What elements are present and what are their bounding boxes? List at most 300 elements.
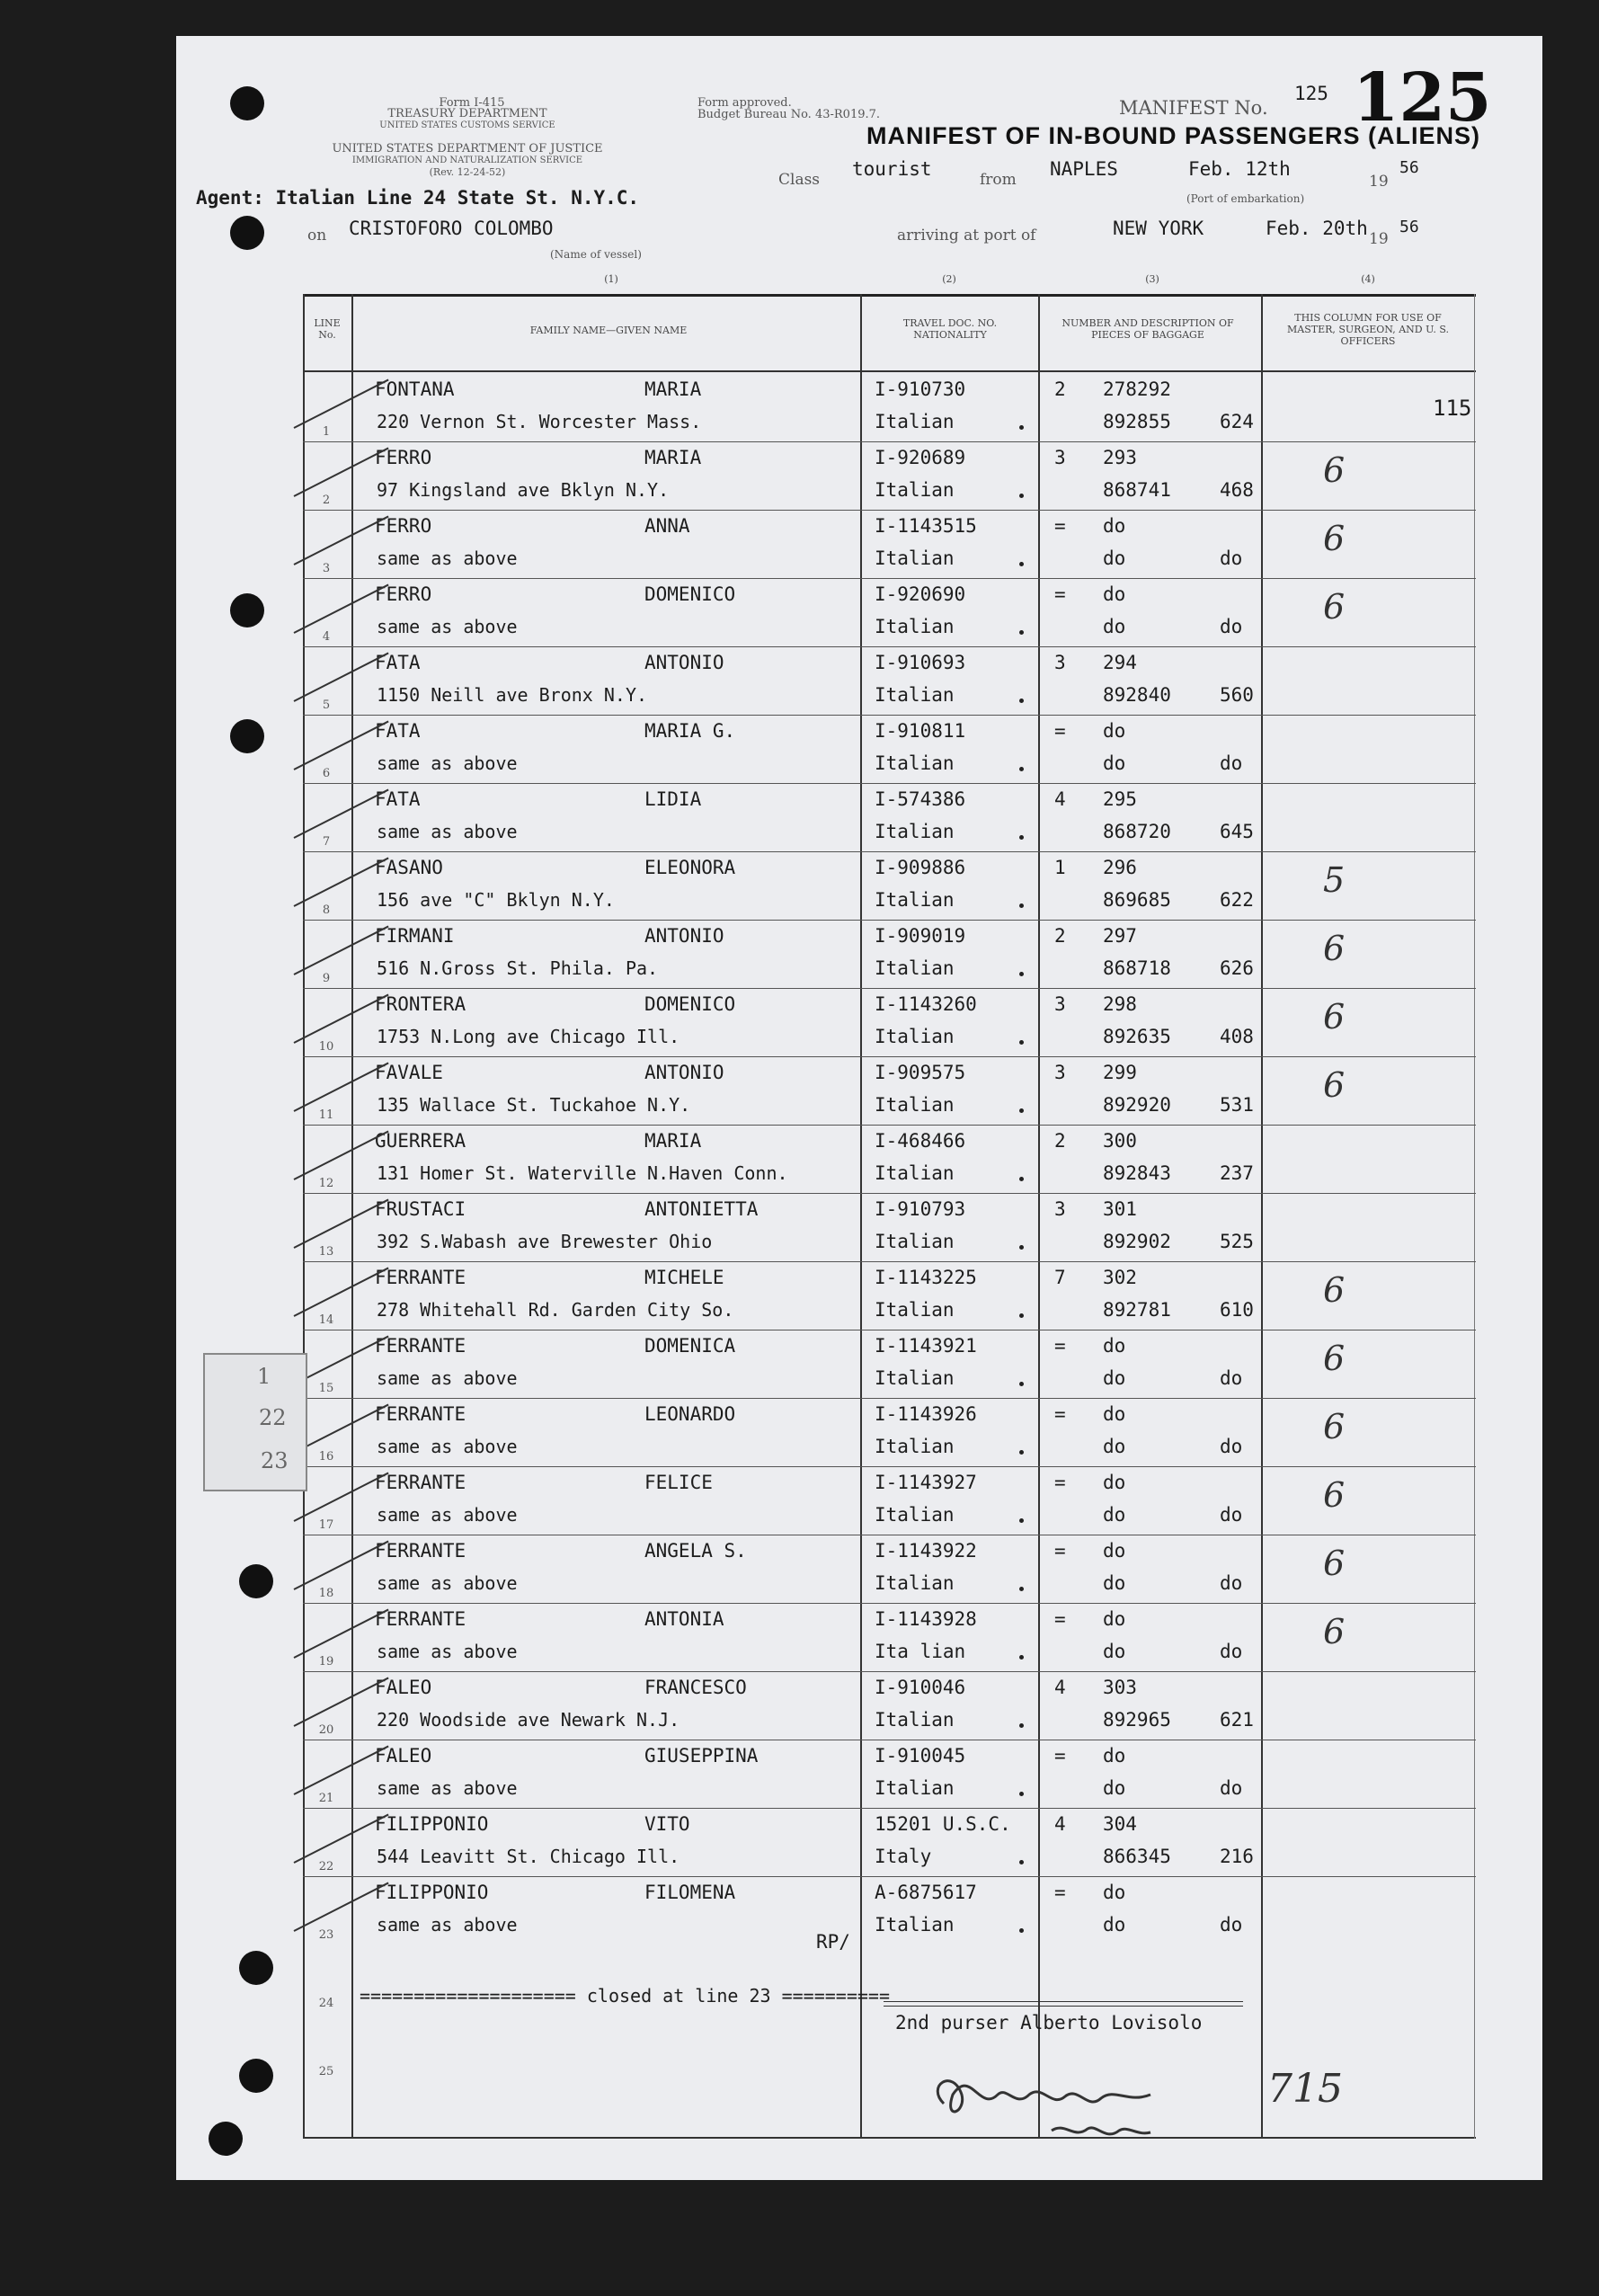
- baggage-tag: do: [1103, 1504, 1126, 1526]
- tick-dot: [1019, 903, 1024, 908]
- binder-hole: [230, 216, 264, 250]
- tick-dot: [1019, 1382, 1024, 1386]
- address: same as above: [377, 1367, 518, 1389]
- check-mark: [294, 1336, 389, 1385]
- family-name: FATA: [375, 652, 421, 673]
- check-mark: [294, 516, 389, 565]
- baggage-number: 300: [1103, 1130, 1137, 1152]
- baggage-weight: 525: [1220, 1231, 1254, 1252]
- given-name: MARIA G.: [644, 720, 736, 742]
- line-number: 5: [322, 699, 331, 712]
- baggage-tag: 892965: [1103, 1709, 1171, 1731]
- baggage-tag: do: [1103, 1436, 1126, 1457]
- address: 1150 Neill ave Bronx N.Y.: [377, 684, 648, 706]
- row-rule: [303, 1466, 1476, 1467]
- officer-mark: 6: [1323, 1065, 1346, 1105]
- line-number: 21: [318, 1792, 334, 1805]
- manifest-number-typed: 125: [1294, 83, 1328, 104]
- baggage-weight: 645: [1220, 821, 1254, 842]
- port-value: NEW YORK: [1113, 218, 1204, 239]
- row-rule: [303, 851, 1476, 852]
- line-number: 19: [318, 1655, 334, 1669]
- baggage-weight: do: [1220, 752, 1243, 774]
- tick-dot: [1019, 1177, 1024, 1181]
- given-name: ANTONIO: [644, 1062, 724, 1083]
- line-number: 8: [322, 903, 331, 917]
- family-name: FERRANTE: [375, 1403, 466, 1425]
- address: 516 N.Gross St. Phila. Pa.: [377, 957, 659, 979]
- baggage-number: 278292: [1103, 378, 1171, 400]
- baggage-pieces: 4: [1054, 1813, 1066, 1835]
- baggage-number: 295: [1103, 788, 1137, 810]
- line-number: 16: [318, 1450, 334, 1464]
- family-name: FIRMANI: [375, 925, 455, 947]
- address: same as above: [377, 752, 518, 774]
- family-name: FILIPPONIO: [375, 1813, 489, 1835]
- nationality: Italian: [875, 1162, 955, 1184]
- baggage-number: 304: [1103, 1813, 1137, 1835]
- baggage-weight: do: [1220, 1914, 1243, 1936]
- check-mark: [294, 789, 389, 839]
- travel-doc-number: I-909019: [875, 925, 966, 947]
- binder-hole: [209, 2122, 243, 2156]
- table-row: [303, 1535, 1476, 1603]
- baggage-pieces: =: [1054, 1882, 1066, 1903]
- address: same as above: [377, 1572, 518, 1594]
- baggage-weight: 531: [1220, 1094, 1254, 1116]
- table-row: [303, 1193, 1476, 1261]
- officer-mark: 6: [1323, 1544, 1346, 1583]
- row-rule: [303, 1808, 1476, 1809]
- line-number: 4: [322, 630, 331, 644]
- baggage-pieces: 2: [1054, 925, 1066, 947]
- baggage-weight: do: [1220, 1436, 1243, 1457]
- address: 220 Vernon St. Worcester Mass.: [377, 411, 702, 432]
- baggage-pieces: =: [1054, 515, 1066, 537]
- baggage-weight: 216: [1220, 1846, 1254, 1867]
- table-row: [303, 988, 1476, 1056]
- given-name: MICHELE: [644, 1267, 724, 1288]
- given-name: ANTONIO: [644, 652, 724, 673]
- baggage-weight: 610: [1220, 1299, 1254, 1321]
- given-name: FELICE: [644, 1472, 713, 1493]
- baggage-tag: 892920: [1103, 1094, 1171, 1116]
- travel-doc-number: I-574386: [875, 788, 966, 810]
- line-number: 9: [322, 972, 331, 985]
- vessel-note: (Name of vessel): [550, 248, 642, 261]
- table-row: [303, 578, 1476, 646]
- on-label: on: [307, 227, 327, 245]
- embark-note: (Port of embarkation): [1186, 192, 1305, 205]
- row-rule: [303, 920, 1476, 921]
- address: same as above: [377, 1504, 518, 1526]
- given-name: GIUSEPPINA: [644, 1745, 759, 1766]
- passenger-table: [303, 294, 1476, 2139]
- col-head-line: LINE No.: [314, 317, 341, 341]
- given-name: MARIA: [644, 378, 702, 400]
- check-mark: [294, 1404, 389, 1454]
- address: 131 Homer St. Waterville N.Haven Conn.: [377, 1162, 788, 1184]
- binder-hole: [239, 1951, 273, 1985]
- col-head-name: FAMILY NAME—GIVEN NAME: [529, 325, 688, 336]
- line-number: 22: [318, 1860, 334, 1873]
- row-rule: [303, 510, 1476, 511]
- baggage-pieces: =: [1054, 1540, 1066, 1562]
- tick-dot: [1019, 1928, 1024, 1933]
- binder-hole: [230, 719, 264, 753]
- binder-hole: [230, 593, 264, 627]
- table-row: [303, 851, 1476, 920]
- line-number: 7: [322, 835, 331, 849]
- travel-doc-number: I-910730: [875, 378, 966, 400]
- table-row: [303, 920, 1476, 988]
- address: 544 Leavitt St. Chicago Ill.: [377, 1846, 680, 1867]
- agent-line: Agent: Italian Line 24 State St. N.Y.C.: [196, 187, 640, 209]
- baggage-pieces: 3: [1054, 993, 1066, 1015]
- family-name: GUERRERA: [375, 1130, 466, 1152]
- vessel-name: CRISTOFORO COLOMBO: [349, 218, 554, 239]
- nationality: Italian: [875, 1914, 955, 1936]
- baggage-weight: do: [1220, 547, 1243, 569]
- travel-doc-number: I-910046: [875, 1677, 966, 1698]
- closing-double-rule: [884, 2001, 1243, 2007]
- baggage-tag: do: [1103, 1641, 1126, 1662]
- table-row: [303, 441, 1476, 510]
- col-num-3: (3): [1145, 273, 1159, 285]
- baggage-pieces: 1: [1054, 857, 1066, 878]
- manifest-number-stamp: 125: [1353, 59, 1492, 137]
- given-name: FRANCESCO: [644, 1677, 747, 1698]
- line-number: 24: [318, 1997, 334, 2010]
- baggage-pieces: =: [1054, 720, 1066, 742]
- baggage-tag: do: [1103, 1367, 1126, 1389]
- address: 392 S.Wabash ave Brewester Ohio: [377, 1231, 713, 1252]
- baggage-weight: 560: [1220, 684, 1254, 706]
- nationality: Italian: [875, 752, 955, 774]
- baggage-pieces: =: [1054, 1608, 1066, 1630]
- row-rule: [303, 441, 1476, 442]
- year-prefix: 19: [1369, 173, 1389, 191]
- manifest-title: MANIFEST OF IN-BOUND PASSENGERS (ALIENS): [866, 122, 1481, 149]
- line-number: 11: [318, 1108, 334, 1122]
- embark-date: Feb. 12th: [1188, 158, 1291, 180]
- tick-dot: [1019, 1792, 1024, 1796]
- officer-mark: 6: [1323, 587, 1346, 627]
- baggage-number: 296: [1103, 857, 1137, 878]
- baggage-weight: do: [1220, 1367, 1243, 1389]
- row-rule: [303, 1398, 1476, 1399]
- table-row: [303, 373, 1476, 441]
- tick-dot: [1019, 1587, 1024, 1591]
- address: same as above: [377, 1777, 518, 1799]
- baggage-weight: 237: [1220, 1162, 1254, 1184]
- baggage-tag: 892855: [1103, 411, 1171, 432]
- baggage-pieces: 7: [1054, 1267, 1066, 1288]
- doj: UNITED STATES DEPARTMENT OF JUSTICE: [332, 142, 603, 156]
- check-mark: [294, 1814, 389, 1864]
- baggage-weight: 408: [1220, 1026, 1254, 1047]
- given-name: FILOMENA: [644, 1882, 736, 1903]
- check-mark: [294, 1268, 389, 1317]
- baggage-number: do: [1103, 1472, 1126, 1493]
- nationality: Italian: [875, 1504, 955, 1526]
- travel-doc-number: I-1143922: [875, 1540, 977, 1562]
- given-name: ANTONIO: [644, 925, 724, 947]
- family-name: FAVALE: [375, 1062, 443, 1083]
- travel-doc-number: I-468466: [875, 1130, 966, 1152]
- col-head-travel-doc: TRAVEL DOC. NO. NATIONALITY: [902, 317, 998, 341]
- family-name: FASANO: [375, 857, 443, 878]
- tick-dot: [1019, 1655, 1024, 1660]
- line-number: 10: [318, 1040, 334, 1054]
- class-value: tourist: [852, 158, 932, 180]
- nationality: Italian: [875, 479, 955, 501]
- check-mark: [294, 1199, 389, 1249]
- officer-mark: 6: [1323, 1270, 1346, 1310]
- tick-dot: [1019, 1723, 1024, 1728]
- baggage-tag: do: [1103, 616, 1126, 637]
- form-approved: Form approved.: [697, 96, 792, 110]
- check-mark: [294, 1063, 389, 1112]
- check-mark: [294, 858, 389, 907]
- family-name: FERRO: [375, 515, 432, 537]
- travel-doc-number: I-910693: [875, 652, 966, 673]
- nationality: Italian: [875, 547, 955, 569]
- officer-mark: 5: [1323, 860, 1346, 900]
- check-mark: [294, 1882, 389, 1932]
- officer-mark: 6: [1323, 1339, 1346, 1378]
- form-number: Form I-415: [439, 96, 505, 110]
- year2-suffix: 56: [1399, 218, 1419, 236]
- table-bottom-rule: [303, 2137, 1476, 2139]
- side-count: 115: [1433, 396, 1472, 421]
- table-row: [303, 1740, 1476, 1808]
- col-head-officers: THIS COLUMN FOR USE OF MASTER, SURGEON, AND U. S. OFFICERS: [1286, 312, 1449, 347]
- baggage-tag: do: [1103, 1572, 1126, 1594]
- family-name: FRONTERA: [375, 993, 466, 1015]
- travel-doc-number: I-1143927: [875, 1472, 977, 1493]
- baggage-pieces: =: [1054, 1335, 1066, 1357]
- check-mark: [294, 1609, 389, 1659]
- address: same as above: [377, 821, 518, 842]
- binder-hole: [239, 2059, 273, 2093]
- check-mark: [294, 1131, 389, 1180]
- table-row: [303, 1330, 1476, 1398]
- baggage-tag: do: [1103, 752, 1126, 774]
- baggage-pieces: 4: [1054, 788, 1066, 810]
- tick-dot: [1019, 835, 1024, 840]
- inspector-signature: [917, 2059, 1222, 2158]
- officer-mark: 6: [1323, 1407, 1346, 1446]
- family-name: FATA: [375, 720, 421, 742]
- line-number: 14: [318, 1313, 334, 1327]
- officer-mark: 6: [1323, 519, 1346, 558]
- row-rule: [303, 715, 1476, 716]
- family-name: FERRANTE: [375, 1540, 466, 1562]
- nationality: Italian: [875, 957, 955, 979]
- family-name: FERRANTE: [375, 1472, 466, 1493]
- travel-doc-number: 15201 U.S.C.: [875, 1813, 1011, 1835]
- ins: IMMIGRATION AND NATURALIZATION SERVICE: [351, 156, 583, 165]
- address: 156 ave "C" Bklyn N.Y.: [377, 889, 615, 911]
- col-head-baggage: NUMBER AND DESCRIPTION OF PIECES OF BAGGAGE: [1062, 317, 1234, 341]
- baggage-number: do: [1103, 515, 1126, 537]
- baggage-weight: 622: [1220, 889, 1254, 911]
- row-rule: [303, 783, 1476, 784]
- row-rule: [303, 1261, 1476, 1262]
- tick-dot: [1019, 1108, 1024, 1113]
- baggage-number: 302: [1103, 1267, 1137, 1288]
- nationality: Italian: [875, 411, 955, 432]
- travel-doc-number: I-1143928: [875, 1608, 977, 1630]
- arriving-label: arriving at port of: [897, 227, 1036, 245]
- row-rule: [303, 1876, 1476, 1877]
- tick-dot: [1019, 972, 1024, 976]
- given-name: DOMENICO: [644, 993, 736, 1015]
- check-mark: [294, 926, 389, 975]
- baggage-pieces: =: [1054, 1403, 1066, 1425]
- tick-dot: [1019, 767, 1024, 771]
- nationality: Italian: [875, 1572, 955, 1594]
- travel-doc-number: I-920690: [875, 583, 966, 605]
- line-number: 3: [322, 562, 331, 575]
- baggage-tag: 869685: [1103, 889, 1171, 911]
- check-mark: [294, 1746, 389, 1795]
- given-name: ANTONIA: [644, 1608, 724, 1630]
- baggage-weight: 624: [1220, 411, 1254, 432]
- family-name: FALEO: [375, 1745, 432, 1766]
- family-name: FERRANTE: [375, 1267, 466, 1288]
- travel-doc-number: I-910793: [875, 1198, 966, 1220]
- check-mark: [294, 448, 389, 497]
- baggage-weight: do: [1220, 1641, 1243, 1662]
- given-name: ANGELA S.: [644, 1540, 747, 1562]
- given-name: ELEONORA: [644, 857, 736, 878]
- row-rule: [303, 1193, 1476, 1194]
- table-row: [303, 1398, 1476, 1466]
- baggage-pieces: 4: [1054, 1677, 1066, 1698]
- travel-doc-number: I-1143260: [875, 993, 977, 1015]
- nationality: Italian: [875, 1026, 955, 1047]
- customs-service: UNITED STATES CUSTOMS SERVICE: [379, 120, 555, 130]
- baggage-weight: 468: [1220, 479, 1254, 501]
- nationality: Ita lian: [875, 1641, 966, 1662]
- address: 1753 N.Long ave Chicago Ill.: [377, 1026, 680, 1047]
- travel-doc-number: I-1143515: [875, 515, 977, 537]
- rp-note: RP/: [816, 1931, 850, 1953]
- nationality: Italian: [875, 1231, 955, 1252]
- row-rule: [303, 646, 1476, 647]
- class-label: Class: [778, 171, 821, 189]
- line-number: 17: [318, 1518, 334, 1532]
- baggage-pieces: =: [1054, 1745, 1066, 1766]
- row-rule: [303, 988, 1476, 989]
- tick-dot: [1019, 1040, 1024, 1045]
- family-name: FALEO: [375, 1677, 432, 1698]
- family-name: FERRANTE: [375, 1335, 466, 1357]
- baggage-tag: do: [1103, 547, 1126, 569]
- table-row: [303, 1876, 1476, 1944]
- address: same as above: [377, 547, 518, 569]
- family-name: FERRANTE: [375, 1608, 466, 1630]
- address: same as above: [377, 1641, 518, 1662]
- line-number: 23: [318, 1928, 334, 1942]
- nationality: Italian: [875, 1777, 955, 1799]
- baggage-number: do: [1103, 1540, 1126, 1562]
- tick-dot: [1019, 425, 1024, 430]
- baggage-pieces: =: [1054, 583, 1066, 605]
- tick-dot: [1019, 1518, 1024, 1523]
- line-number: 12: [318, 1177, 334, 1190]
- line-number: 13: [318, 1245, 334, 1259]
- line-number: 1: [322, 425, 331, 439]
- line-number: 20: [318, 1723, 334, 1737]
- from-label: from: [980, 171, 1017, 189]
- baggage-pieces: 3: [1054, 1062, 1066, 1083]
- given-name: DOMENICO: [644, 583, 736, 605]
- nationality: Italian: [875, 821, 955, 842]
- check-mark: [294, 721, 389, 770]
- nationality: Italian: [875, 889, 955, 911]
- table-row: [303, 1603, 1476, 1671]
- baggage-tag: 892781: [1103, 1299, 1171, 1321]
- baggage-number: 303: [1103, 1677, 1137, 1698]
- check-mark: [294, 994, 389, 1044]
- baggage-weight: do: [1220, 1572, 1243, 1594]
- given-name: LIDIA: [644, 788, 702, 810]
- baggage-pieces: 3: [1054, 1198, 1066, 1220]
- address: same as above: [377, 616, 518, 637]
- table-row: [303, 715, 1476, 783]
- travel-doc-number: I-909575: [875, 1062, 966, 1083]
- tick-dot: [1019, 630, 1024, 635]
- revision: (Rev. 12-24-52): [429, 166, 506, 178]
- baggage-pieces: =: [1054, 1472, 1066, 1493]
- baggage-tag: 892840: [1103, 684, 1171, 706]
- arrival-date: Feb. 20th: [1266, 218, 1368, 239]
- baggage-number: 294: [1103, 652, 1137, 673]
- baggage-number: do: [1103, 1403, 1126, 1425]
- table-header-rule: [303, 370, 1476, 372]
- nationality: Italian: [875, 1709, 955, 1731]
- tick-dot: [1019, 699, 1024, 703]
- officer-mark: 6: [1323, 1475, 1346, 1515]
- treasury-dept: TREASURY DEPARTMENT: [387, 107, 547, 120]
- row-rule: [303, 1671, 1476, 1672]
- baggage-weight: do: [1220, 616, 1243, 637]
- table-row: [303, 1261, 1476, 1330]
- baggage-tag: 866345: [1103, 1846, 1171, 1867]
- purser-line: 2nd purser Alberto Lovisolo: [895, 2012, 1203, 2033]
- col-num-2: (2): [942, 273, 956, 285]
- table-row: [303, 1125, 1476, 1193]
- baggage-number: do: [1103, 1745, 1126, 1766]
- given-name: ANTONIETTA: [644, 1198, 759, 1220]
- line-number: 15: [318, 1382, 334, 1395]
- tick-dot: [1019, 1450, 1024, 1455]
- baggage-number: do: [1103, 1335, 1126, 1357]
- baggage-number: 298: [1103, 993, 1137, 1015]
- col-num-1: (1): [604, 273, 618, 285]
- officer-mark: 6: [1323, 450, 1346, 490]
- line-number: 18: [318, 1587, 334, 1600]
- table-row: [303, 1466, 1476, 1535]
- travel-doc-number: I-910811: [875, 720, 966, 742]
- travel-doc-number: I-1143921: [875, 1335, 977, 1357]
- row-rule: [303, 578, 1476, 579]
- nationality: Italian: [875, 1094, 955, 1116]
- table-row: [303, 646, 1476, 715]
